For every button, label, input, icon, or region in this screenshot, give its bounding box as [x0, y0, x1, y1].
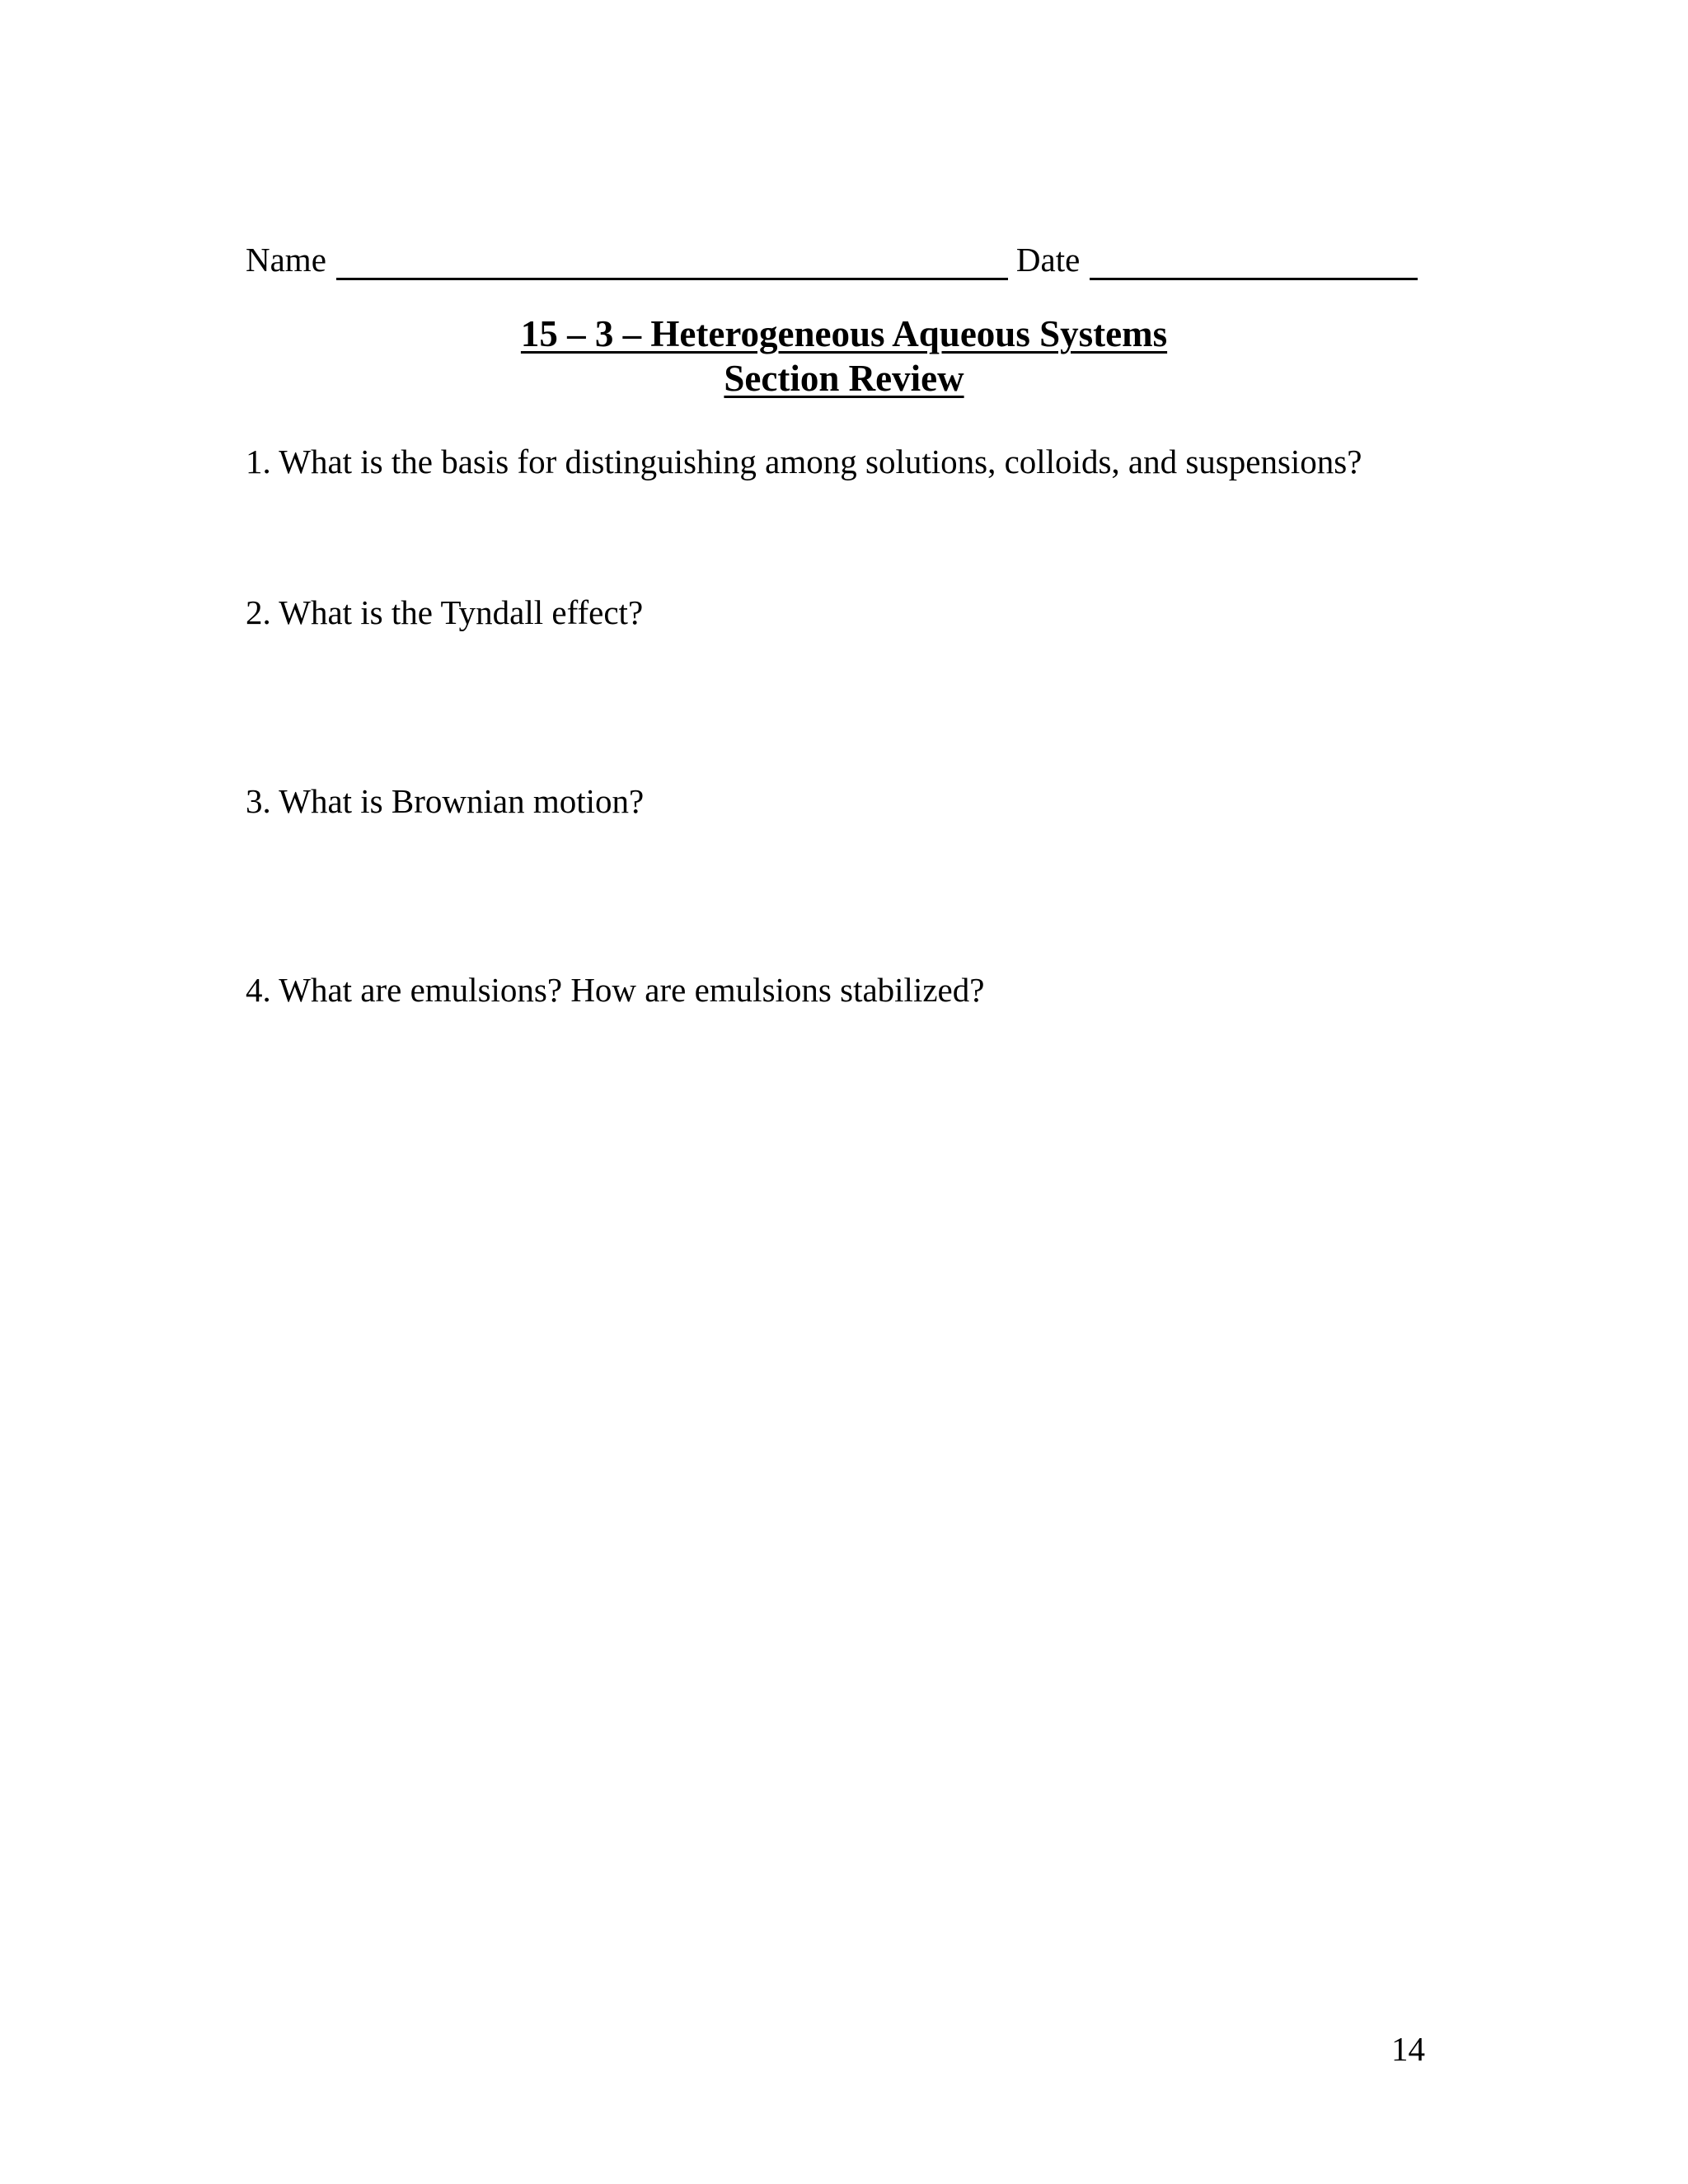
- name-date-line: [246, 232, 1418, 277]
- date-blank: [1090, 245, 1418, 280]
- question-4: 4. What are emulsions? How are emulsions stabilized?: [246, 971, 985, 1009]
- question-2: 2. What is the Tyndall effect?: [246, 593, 644, 631]
- name-blank: [336, 245, 1008, 280]
- name-label: Name: [246, 241, 326, 279]
- date-label: Date: [1015, 241, 1081, 279]
- question-1: 1. What is the basis for distinguishing among solutions, colloids, and suspensions?: [246, 443, 1362, 480]
- title-line-1: 15 – 3 – Heterogeneous Aqueous Systems: [520, 313, 1168, 354]
- question-3: 3. What is Brownian motion?: [246, 782, 645, 820]
- page-number: 14: [1391, 2030, 1425, 2068]
- page-title: [0, 312, 1688, 401]
- title-line-2: Section Review: [724, 358, 964, 399]
